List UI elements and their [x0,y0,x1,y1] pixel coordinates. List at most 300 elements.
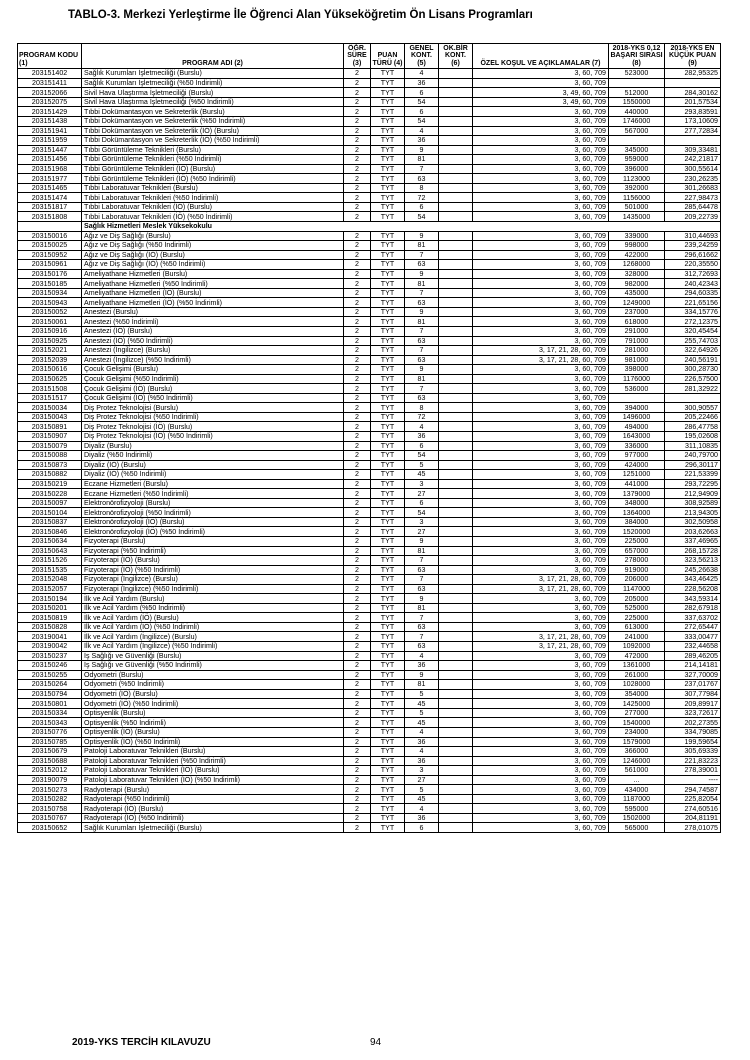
program-name-cell: Radyoterapi (İÖ) (%50 İndirimli) [82,813,344,823]
ob-quota-cell [439,317,473,327]
min-score-cell: 302,50958 [665,517,721,527]
duration-cell: 2 [344,794,371,804]
duration-cell: 2 [344,307,371,317]
general-quota-cell: 45 [405,699,439,709]
program-name-cell: Diş Protez Teknolojisi (Burslu) [82,403,344,413]
ob-quota-cell [439,260,473,270]
ob-quota-cell [439,126,473,136]
table-row [18,279,721,289]
program-name-cell: Radyoterapi (İÖ) (Burslu) [82,804,344,814]
ob-quota-cell [439,78,473,88]
ob-quota-cell [439,164,473,174]
program-name-cell: Elektronörofizyoloji (İÖ) (%50 İndirimli) [82,527,344,537]
duration-cell: 2 [344,422,371,432]
score-type-cell: TYT [371,384,405,394]
ob-quota-cell [439,69,473,79]
general-quota-cell: 45 [405,718,439,728]
duration-cell: 2 [344,346,371,356]
program-code-cell: 203150934 [18,288,82,298]
min-score-cell: 221,53399 [665,470,721,480]
program-code-cell: 203150034 [18,403,82,413]
table-row [18,670,721,680]
ob-quota-cell [439,737,473,747]
score-type-cell: TYT [371,775,405,785]
score-type-cell: TYT [371,747,405,757]
table-row [18,326,721,336]
success-rank-cell: 525000 [609,603,665,613]
header-program-code: PROGRAM KODU (1) [18,44,82,69]
success-rank-cell: 328000 [609,269,665,279]
program-code-cell: 203151465 [18,183,82,193]
general-quota-cell: 5 [405,689,439,699]
success-rank-cell: 1028000 [609,680,665,690]
table-row [18,642,721,652]
score-type-cell: TYT [371,460,405,470]
score-type-cell: TYT [371,69,405,79]
table-header-row [18,44,721,69]
duration-cell: 2 [344,260,371,270]
table-row [18,498,721,508]
general-quota-cell: 6 [405,823,439,833]
ob-quota-cell [439,326,473,336]
table-row [18,556,721,566]
min-score-cell: 230,26235 [665,174,721,184]
table-row [18,241,721,251]
conditions-cell: 3, 60, 709 [473,651,609,661]
min-score-cell: 322,64926 [665,346,721,356]
score-type-cell: TYT [371,489,405,499]
table-row [18,260,721,270]
general-quota-cell: 5 [405,460,439,470]
general-quota-cell: 3 [405,479,439,489]
general-quota-cell: 7 [405,575,439,585]
program-name-cell: Sivil Hava Ulaştırma İşletmeciliği (Burslu) [82,88,344,98]
conditions-cell: 3, 17, 21, 28, 60, 709 [473,355,609,365]
ob-quota-cell [439,97,473,107]
program-code-cell: 203150907 [18,432,82,442]
score-type-cell: TYT [371,336,405,346]
table-row [18,78,721,88]
general-quota-cell: 9 [405,365,439,375]
general-quota-cell: 63 [405,565,439,575]
ob-quota-cell [439,269,473,279]
success-rank-cell: 1643000 [609,432,665,442]
duration-cell: 2 [344,747,371,757]
table-row [18,737,721,747]
conditions-cell: 3, 60, 709 [473,775,609,785]
duration-cell: 2 [344,69,371,79]
table-row [18,298,721,308]
program-code-cell: 203150819 [18,613,82,623]
conditions-cell: 3, 60, 709 [473,737,609,747]
ob-quota-cell [439,689,473,699]
table-row [18,441,721,451]
duration-cell: 2 [344,432,371,442]
general-quota-cell: 36 [405,78,439,88]
program-name-cell: Fizyoterapi (Burslu) [82,537,344,547]
ob-quota-cell [439,546,473,556]
header-score-type: PUAN TÜRÜ (4) [371,44,405,69]
programs-table [17,43,721,833]
program-code-cell: 203190079 [18,775,82,785]
conditions-cell: 3, 60, 709 [473,298,609,308]
success-rank-cell: 561000 [609,766,665,776]
conditions-cell: 3, 60, 709 [473,794,609,804]
general-quota-cell: 54 [405,451,439,461]
conditions-cell: 3, 60, 709 [473,670,609,680]
program-code-cell: 203150758 [18,804,82,814]
program-code-cell: 203150228 [18,489,82,499]
program-code-cell: 203152012 [18,766,82,776]
ob-quota-cell [439,193,473,203]
header-general-quota: GENEL KONT. (5) [405,44,439,69]
score-type-cell: TYT [371,642,405,652]
conditions-cell: 3, 60, 709 [473,689,609,699]
min-score-cell: 337,46965 [665,537,721,547]
program-code-cell: 203150219 [18,479,82,489]
ob-quota-cell [439,336,473,346]
min-score-cell: 334,79085 [665,727,721,737]
table-row [18,317,721,327]
program-name-cell: Tıbbi Laboratuvar Teknikleri (İÖ) (%50 İndirimli) [82,212,344,222]
score-type-cell: TYT [371,164,405,174]
conditions-cell: 3, 60, 709 [473,613,609,623]
success-rank-cell [609,393,665,403]
min-score-cell: 226,57500 [665,374,721,384]
program-name-cell: Anestezi (İÖ) (%50 İndirimli) [82,336,344,346]
score-type-cell: TYT [371,202,405,212]
duration-cell: 2 [344,661,371,671]
conditions-cell: 3, 60, 709 [473,412,609,422]
min-score-cell: 294,74587 [665,785,721,795]
conditions-cell: 3, 60, 709 [473,374,609,384]
program-name-cell: İlk ve Acil Yardım (Burslu) [82,594,344,604]
conditions-cell: 3, 60, 709 [473,136,609,146]
conditions-cell: 3, 60, 709 [473,565,609,575]
min-score-cell: 209,89917 [665,699,721,709]
conditions-cell: 3, 60, 709 [473,326,609,336]
duration-cell: 2 [344,193,371,203]
min-score-cell: 285,64478 [665,202,721,212]
success-rank-cell: 278000 [609,556,665,566]
ob-quota-cell [439,622,473,632]
min-score-cell: 227,98473 [665,193,721,203]
general-quota-cell: 4 [405,804,439,814]
score-type-cell: TYT [371,508,405,518]
ob-quota-cell [439,145,473,155]
min-score-cell: ---- [665,775,721,785]
conditions-cell: 3, 60, 709 [473,403,609,413]
table-row [18,546,721,556]
ob-quota-cell [439,565,473,575]
duration-cell: 2 [344,756,371,766]
program-code-cell: 203150282 [18,794,82,804]
table-row [18,346,721,356]
ob-quota-cell [439,88,473,98]
conditions-cell: 3, 60, 709 [473,336,609,346]
table-row [18,451,721,461]
min-score-cell: 334,15776 [665,307,721,317]
ob-quota-cell [439,556,473,566]
table-row [18,202,721,212]
conditions-cell: 3, 60, 709 [473,479,609,489]
score-type-cell: TYT [371,241,405,251]
program-name-cell: Patoloji Laboratuvar Teknikleri (Burslu) [82,747,344,757]
table-row [18,183,721,193]
duration-cell: 2 [344,155,371,165]
min-score-cell: 240,79700 [665,451,721,461]
program-name-cell: Odyometri (İÖ) (%50 İndirimli) [82,699,344,709]
program-code-cell: 203150061 [18,317,82,327]
general-quota-cell: 63 [405,298,439,308]
page-number: 94 [370,1037,382,1048]
min-score-cell: 240,42343 [665,279,721,289]
ob-quota-cell [439,374,473,384]
program-name-cell: İlk ve Acil Yardım (İÖ) (Burslu) [82,613,344,623]
conditions-cell: 3, 60, 709 [473,527,609,537]
table-row [18,403,721,413]
general-quota-cell: 36 [405,432,439,442]
min-score-cell: 284,30162 [665,88,721,98]
program-code-cell: 203152021 [18,346,82,356]
success-rank-cell: 613000 [609,622,665,632]
score-type-cell: TYT [371,441,405,451]
score-type-cell: TYT [371,737,405,747]
program-code-cell: 203151526 [18,556,82,566]
ob-quota-cell [439,451,473,461]
min-score-cell: 240,56191 [665,355,721,365]
duration-cell: 2 [344,823,371,833]
success-rank-cell: 440000 [609,107,665,117]
conditions-cell: 3, 60, 709 [473,116,609,126]
general-quota-cell: 7 [405,288,439,298]
success-rank-cell: 441000 [609,479,665,489]
table-row [18,718,721,728]
conditions-cell: 3, 60, 709 [473,498,609,508]
success-rank-cell: 1187000 [609,794,665,804]
table-row [18,813,721,823]
general-quota-cell: 5 [405,785,439,795]
min-score-cell: 268,15728 [665,546,721,556]
ob-quota-cell [439,613,473,623]
score-type-cell: TYT [371,470,405,480]
program-name-cell: Sağlık Kurumları İşletmeciliği (Burslu) [82,823,344,833]
table-row [18,727,721,737]
table-row [18,164,721,174]
score-type-cell: TYT [371,317,405,327]
program-code-cell: 203151447 [18,145,82,155]
ob-quota-cell [439,393,473,403]
success-rank-cell: 241000 [609,632,665,642]
table-row [18,823,721,833]
table-row [18,107,721,117]
score-type-cell: TYT [371,155,405,165]
score-type-cell: TYT [371,346,405,356]
success-rank-cell: 1156000 [609,193,665,203]
score-type-cell: TYT [371,584,405,594]
program-name-cell: Çocuk Gelişimi (Burslu) [82,365,344,375]
duration-cell: 2 [344,498,371,508]
duration-cell: 2 [344,804,371,814]
program-code-cell: 203150246 [18,661,82,671]
conditions-cell: 3, 60, 709 [473,766,609,776]
table-row [18,374,721,384]
program-code-cell: 203152075 [18,97,82,107]
duration-cell: 2 [344,546,371,556]
ob-quota-cell [439,107,473,117]
min-score-cell: 310,44693 [665,231,721,241]
table-row [18,69,721,79]
score-type-cell: TYT [371,174,405,184]
general-quota-cell: 63 [405,393,439,403]
ob-quota-cell [439,136,473,146]
program-name-cell: Diyaliz (Burslu) [82,441,344,451]
conditions-cell: 3, 60, 709 [473,661,609,671]
program-code-cell: 203150891 [18,422,82,432]
ob-quota-cell [439,460,473,470]
score-type-cell: TYT [371,632,405,642]
ob-quota-cell [439,202,473,212]
success-rank-cell: 396000 [609,164,665,174]
success-rank-cell: 1496000 [609,412,665,422]
ob-quota-cell [439,116,473,126]
conditions-cell: 3, 60, 709 [473,747,609,757]
table-row [18,307,721,317]
general-quota-cell: 36 [405,813,439,823]
score-type-cell: TYT [371,432,405,442]
program-name-cell: Fizyoterapi (İÖ) (%50 İndirimli) [82,565,344,575]
general-quota-cell: 81 [405,317,439,327]
program-code-cell: 203150679 [18,747,82,757]
conditions-cell: 3, 60, 709 [473,785,609,795]
min-score-cell: 296,61662 [665,250,721,260]
conditions-cell: 3, 60, 709 [473,193,609,203]
general-quota-cell: 81 [405,155,439,165]
table-row [18,479,721,489]
success-rank-cell: 1246000 [609,756,665,766]
score-type-cell: TYT [371,594,405,604]
duration-cell: 2 [344,785,371,795]
min-score-cell: 343,59314 [665,594,721,604]
score-type-cell: TYT [371,193,405,203]
duration-cell: 2 [344,718,371,728]
conditions-cell: 3, 60, 709 [473,699,609,709]
score-type-cell: TYT [371,355,405,365]
program-code-cell: 203152048 [18,575,82,585]
table-row [18,145,721,155]
table-row [18,651,721,661]
program-code-cell: 203150088 [18,451,82,461]
duration-cell: 2 [344,613,371,623]
program-code-cell: 203150873 [18,460,82,470]
success-rank-cell: 291000 [609,326,665,336]
program-name-cell: Radyoterapi (Burslu) [82,785,344,795]
duration-cell: 2 [344,680,371,690]
program-name-cell: Diyaliz (İÖ) (%50 İndirimli) [82,470,344,480]
success-rank-cell: ... [609,775,665,785]
program-code-cell: 203150194 [18,594,82,604]
score-type-cell: TYT [371,116,405,126]
conditions-cell: 3, 60, 709 [473,288,609,298]
min-score-cell: 213,94305 [665,508,721,518]
program-name-cell: Odyometri (%50 İndirimli) [82,680,344,690]
min-score-cell: 221,83223 [665,756,721,766]
conditions-cell: 3, 60, 709 [473,622,609,632]
program-code-cell: 203150201 [18,603,82,613]
ob-quota-cell [439,632,473,642]
score-type-cell: TYT [371,126,405,136]
score-type-cell: TYT [371,794,405,804]
duration-cell: 2 [344,470,371,480]
table-row [18,508,721,518]
conditions-cell: 3, 60, 709 [473,231,609,241]
program-code-cell: 203190041 [18,632,82,642]
min-score-cell: 272,65447 [665,622,721,632]
duration-cell: 2 [344,537,371,547]
score-type-cell: TYT [371,823,405,833]
table-row [18,269,721,279]
program-name-cell: Diş Protez Teknolojisi (İÖ) (%50 İndirimli) [82,432,344,442]
ob-quota-cell [439,823,473,833]
general-quota-cell: 9 [405,145,439,155]
ob-quota-cell [439,785,473,795]
program-name-cell: Eczane Hizmetleri (%50 İndirimli) [82,489,344,499]
ob-quota-cell [439,346,473,356]
score-type-cell: TYT [371,136,405,146]
success-rank-cell: 501000 [609,202,665,212]
program-code-cell: 203150767 [18,813,82,823]
table-row [18,336,721,346]
program-code-cell: 203150828 [18,622,82,632]
program-name-cell: Elektronörofizyoloji (%50 İndirimli) [82,508,344,518]
success-rank-cell: 237000 [609,307,665,317]
success-rank-cell: 1520000 [609,527,665,537]
program-name-cell: Ameliyathane Hizmetleri (İÖ) (Burslu) [82,288,344,298]
program-name-cell: Optisyenlik (Burslu) [82,708,344,718]
score-type-cell: TYT [371,699,405,709]
duration-cell: 2 [344,651,371,661]
general-quota-cell: 7 [405,326,439,336]
duration-cell: 2 [344,575,371,585]
duration-cell: 2 [344,183,371,193]
program-name-cell: Fizyoterapi (%50 İndirimli) [82,546,344,556]
success-rank-cell: 424000 [609,460,665,470]
success-rank-cell: 791000 [609,336,665,346]
ob-quota-cell [439,813,473,823]
duration-cell: 2 [344,97,371,107]
conditions-cell: 3, 60, 709 [473,317,609,327]
program-code-cell: 203150634 [18,537,82,547]
table-row [18,517,721,527]
ob-quota-cell [439,279,473,289]
program-code-cell: 203151456 [18,155,82,165]
general-quota-cell: 81 [405,279,439,289]
general-quota-cell: 27 [405,489,439,499]
table-row [18,116,721,126]
program-code-cell: 203151402 [18,69,82,79]
program-name-cell: İş Sağlığı ve Güvenliği (%50 İndirimli) [82,661,344,671]
general-quota-cell: 36 [405,136,439,146]
table-row [18,384,721,394]
success-rank-cell: 435000 [609,288,665,298]
program-code-cell: 203150104 [18,508,82,518]
program-code-cell: 203151411 [18,78,82,88]
duration-cell: 2 [344,241,371,251]
success-rank-cell [609,136,665,146]
ob-quota-cell [439,470,473,480]
duration-cell: 2 [344,126,371,136]
conditions-cell: 3, 60, 709 [473,164,609,174]
